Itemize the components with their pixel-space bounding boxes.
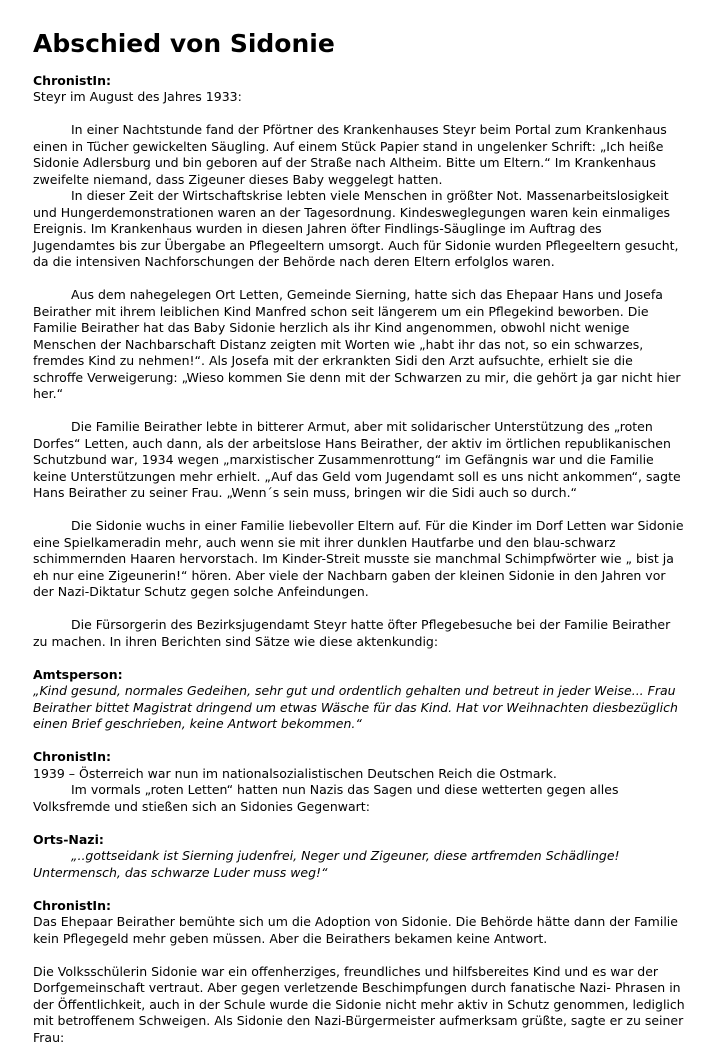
paragraph: Die Familie Beirather lebte in bitterer Armut, aber mit solidarischer Unterstützung des „roten Dorfes“ Letten, auch dann, als der arbeitslose Hans Beirather, der aktiv im örtlichen republikanischen Schutzbund war, 1934 wegen „marxistischer Zusammenrottung“ im Gefängnis war und die Familie keine Unterstützungen mehr erhielt. „Auf das Geld vom Jugendamt soll es uns nicht ankommen“, sagte Hans Beirather zu seiner Frau. „Wenn´s sein muss, bringen wir die Sidi auch so durch.“ [33, 419, 681, 501]
paragraph: In dieser Zeit der Wirtschaftskrise lebten viele Menschen in größter Not. Massenarbeitslosigkeit und Hungerdemonstrationen waren an der Tagesordnung. Kindesweglegungen waren kein einmaliges Ereignis. Im Krankenhaus wurden in diesen Jahren öfter Findlings-Säuglinge im Auftrag des Jugendamtes bis zur Übergabe an Pflegeeltern umsorgt. Auch für Sidonie wurden Pflegeeltern gesucht, da die intensiven Nachforschungen der Behörde nach deren Eltern erfolglos waren. [33, 188, 679, 270]
paragraph: Die Sidonie wuchs in einer Familie liebevoller Eltern auf. Für die Kinder im Dorf Letten war Sidonie eine Spielkameradin mehr, auch wenn sie mit ihrer dunklen Hautfarbe und den blau-schwarz schimmernden Haaren hervorstach. Im Kinder-Streit musste sie manchmal Schimpfwörter wie „ bist ja eh nur eine Zigeunerin!“ hören. Aber viele der Nachbarn gaben der kleinen Sidonie in den Jahren vor der Nazi-Diktatur Schutz gegen solche Anfeindungen. [33, 518, 684, 600]
page-title: Abschied von Sidonie [33, 29, 335, 58]
paragraph: Steyr im August des Jahres 1933: [33, 89, 242, 105]
paragraph: In einer Nachtstunde fand der Pförtner des Krankenhauses Steyr beim Portal zum Krankenhaus einen in Tücher gewickelten Säugling. Auf einem Stück Papier stand in ungelenker Schrift: „Ich heiße Sidonie Adlersburg und bin geboren auf der Straße nach Altheim. Bitte um Eltern.“ Im Krankenhaus zweifelte niemand, dass Zigeuner dieses Baby weggelegt hatten. [33, 122, 667, 187]
document-body [33, 73, 685, 1046]
paragraph: „..gottseidank ist Sierning judenfrei, Neger und Zigeuner, diese artfremden Schädlinge! Untermensch, das schwarze Luder muss weg!“ [33, 848, 620, 880]
paragraph: 1939 – Österreich war nun im nationalsozialistischen Deutschen Reich die Ostmark. [33, 765, 557, 781]
speaker-label: Amtsperson: [33, 666, 123, 682]
paragraph: Aus dem nahegelegen Ort Letten, Gemeinde Sierning, hatte sich das Ehepaar Hans und Josefa Beirather mit ihrem leiblichen Kind Manfred schon seit längerem um ein Pflegekind beworben. Die Familie Beirather hat das Baby Sidonie herzlich als ihr Kind angenommen, obwohl nicht wenige Menschen der Nachbarschaft Distanz zeigten mit Worten wie „habt ihr das not, so ein schwarzes, fremdes Kind zu nehmen!“. Als Josefa mit der erkrankten Sidi den Arzt aufsuchte, erhielt sie die schroffe Verweigerung: „Wieso kommen Sie denn mit der Schwarzen zu mir, die gehört ja gar nicht hier her.“ [33, 287, 681, 402]
paragraph: „Kind gesund, normales Gedeihen, sehr gut und ordentlich gehalten und betreut in jeder Weise... Frau Beirather bittet Magistrat dringend um etwas Wäsche für das Kind. Hat vor Weihnachten diesbezüglich einen Brief geschrieben, keine Antwort bekommen.“ [33, 683, 678, 732]
paragraph: Das Ehepaar Beirather bemühte sich um die Adoption von Sidonie. Die Behörde hätte dann der Familie kein Pflegegeld mehr geben müssen. Aber die Beirathers bekamen keine Antwort. [33, 914, 678, 946]
paragraph: Die Volksschülerin Sidonie war ein offenherziges, freundliches und hilfsbereites Kind und es war der Dorfgemeinschaft vertraut. Aber gegen verletzende Beschimpfungen durch fanatische Nazi- Phrasen in der Öffentlichkeit, auch in der Schule wurde die Sidonie nicht mehr aktiv in Schutz genommen, lediglich mit betroffenem Schweigen. Als Sidonie den Nazi-Bürgermeister aufmerksam grüßte, sagte er zu seiner Frau: [33, 963, 685, 1045]
speaker-label: ChronistIn: [33, 749, 111, 765]
paragraph: Im vormals „roten Letten“ hatten nun Nazis das Sagen und diese wetterten gegen alles Volksfremde und stießen sich an Sidonies Gegenwart: [33, 782, 619, 814]
speaker-label: ChronistIn: [33, 72, 111, 88]
paragraph: Die Fürsorgerin des Bezirksjugendamt Steyr hatte öfter Pflegebesuche bei der Familie Beirather zu machen. In ihren Berichten sind Sätze wie diese aktenkundig: [33, 617, 671, 649]
speaker-label: Orts-Nazi: [33, 831, 104, 847]
speaker-label: ChronistIn: [33, 897, 111, 913]
